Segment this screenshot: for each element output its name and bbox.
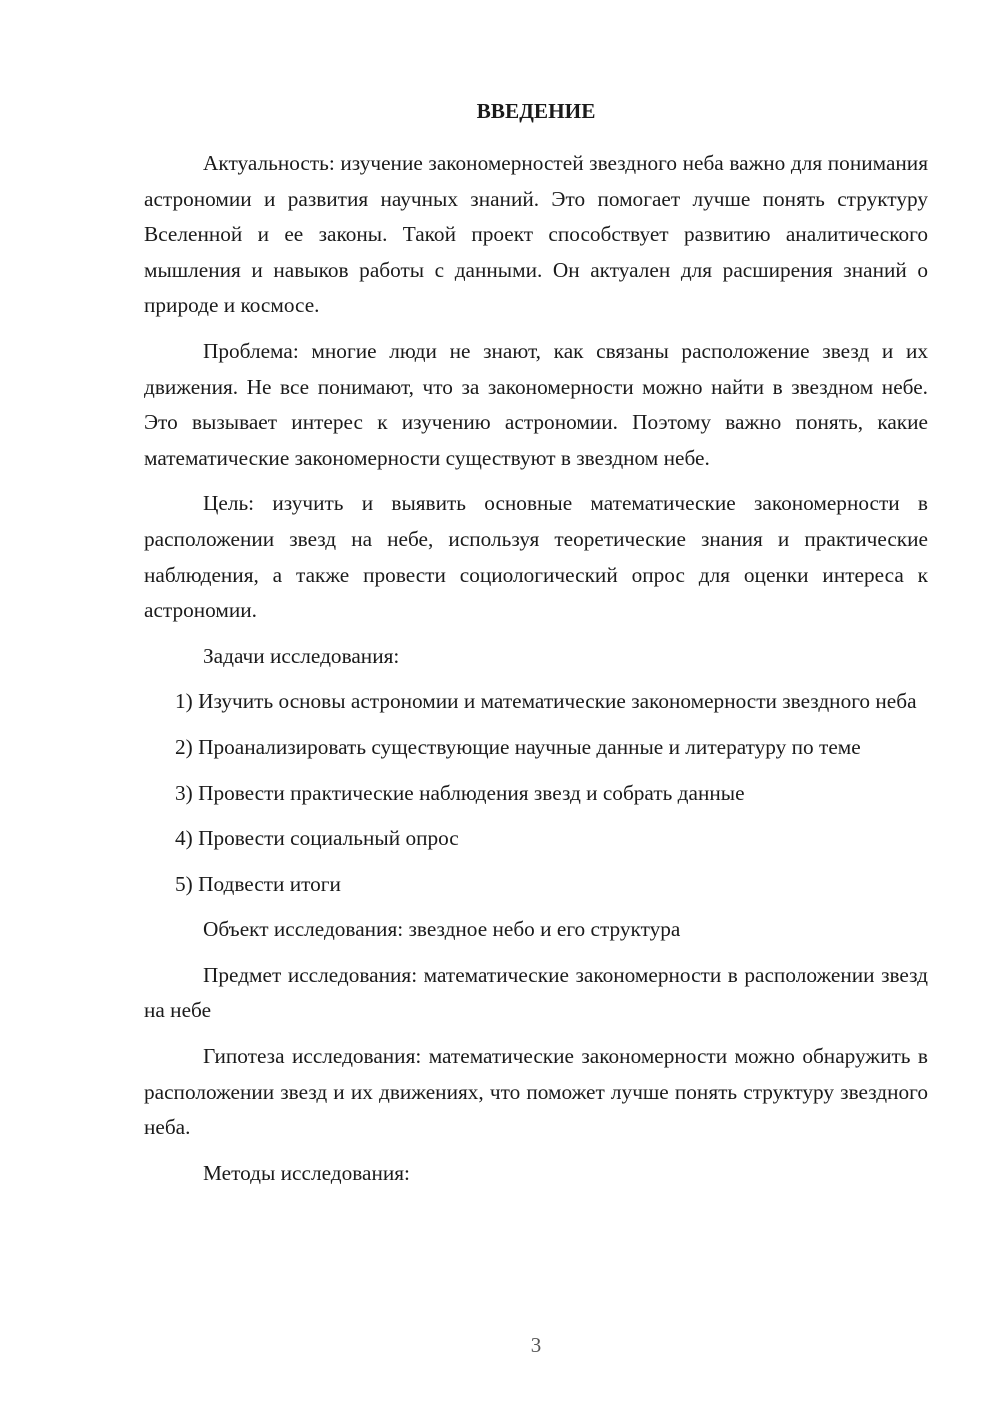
paragraph-problem: Проблема: многие люди не знают, как связаны расположение звезд и их движения. Не все понимают, что за закономерности можно найти в звездном небе. Это вызывает интерес к изучению астрономии. Поэтому важно понять, какие математические закономерности существуют в звездном небе. [144, 338, 928, 470]
paragraph-methods-heading: Методы исследования: [203, 1160, 410, 1185]
paragraph-relevance: Актуальность: изучение закономерностей звездного неба важно для понимания астрономии и развития научных знаний. Это помогает лучше понять структуру Вселенной и ее законы. Такой проект способствует развитию аналитического мышления и навыков работы с данными. Он актуален для расширения знаний о природе и космосе. [144, 151, 928, 318]
paragraph-goal: Цель: изучить и выявить основные математические закономерности в расположении звезд на небе, используя теоретические знания и практические наблюдения, а также провести социологический опрос для оценки интереса к астрономии. [144, 491, 928, 623]
paragraph-object: Объект исследования: звездное небо и его структура [203, 917, 681, 942]
tasks-list [144, 684, 928, 902]
document-page [144, 92, 928, 1201]
paragraph-subject: Предмет исследования: математические закономерности в расположении звезд на небе [144, 962, 928, 1023]
list-item: 4) Провести социальный опрос [175, 826, 459, 851]
list-item: 5) Подвести итоги [175, 871, 341, 896]
list-item: 3) Провести практические наблюдения звезд и собрать данные [175, 780, 745, 805]
list-item: 2) Проанализировать существующие научные данные и литературу по теме [175, 734, 861, 759]
list-item: 1) Изучить основы астрономии и математические закономерности звездного неба [175, 689, 917, 714]
paragraph-hypothesis: Гипотеза исследования: математические закономерности можно обнаружить в расположении звезд и их движениях, что поможет лучше понять структуру звездного неба. [144, 1044, 928, 1140]
paragraph-tasks-heading: Задачи исследования: [203, 643, 400, 668]
section-title: ВВЕДЕНИЕ [476, 99, 596, 123]
page-number: 3 [530, 1333, 542, 1357]
